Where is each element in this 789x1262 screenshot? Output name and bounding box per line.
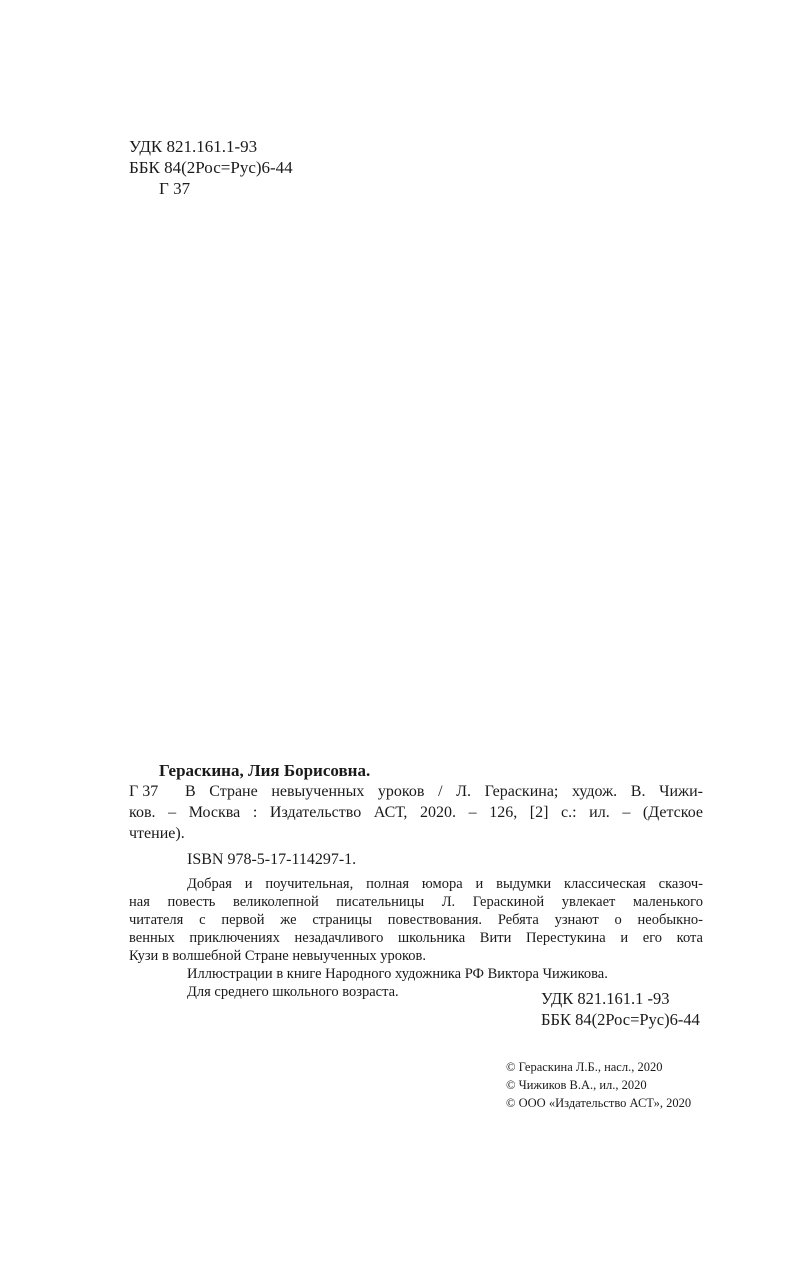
copyright-line: © Чижиков В.А., ил., 2020 — [506, 1078, 647, 1092]
age-note: Для среднего школьного возраста. — [187, 984, 399, 1000]
illustrations-note: Иллюстрации в книге Народного художника РФ Виктора Чижикова. — [187, 966, 608, 982]
annotation-line: венных приключениях незадачливого школьника Вити Перестукина и его кота — [129, 930, 703, 946]
copyright-block — [506, 1058, 691, 1112]
bbk-code: ББК 84(2Рос=Рус)6-44 — [129, 158, 293, 177]
annotation-line: Добрая и поучительная, полная юмора и выдумки классическая сказоч- — [187, 876, 703, 892]
isbn: ISBN 978-5-17-114297-1. — [187, 851, 357, 868]
annotation — [129, 875, 703, 1001]
copyright-line: © ООО «Издательство АСТ», 2020 — [506, 1096, 692, 1110]
annotation-line: Кузи в волшебной Стране невыученных уроков. — [129, 948, 427, 964]
udk-code: УДК 821.161.1-93 — [129, 137, 258, 156]
entry-second-line: ков. – Москва : Издательство АСТ, 2020. – 126, [2] с.: ил. – (Детское — [129, 804, 703, 821]
copyright-line: © Гераскина Л.Б., насл., 2020 — [506, 1060, 663, 1074]
entry-third-line: чтение). — [129, 825, 185, 842]
entry-author-mark: Г 37 — [129, 783, 159, 800]
bibliographic-block — [129, 760, 703, 1001]
author-mark: Г 37 — [159, 179, 191, 198]
author-name: Гераскина, Лия Борисовна. — [159, 761, 371, 780]
annotation-line: ная повесть великолепной писательницы Л. Гераскиной увлекает маленького — [129, 894, 703, 910]
top-classification-block — [129, 136, 293, 199]
entry-title-text: В Стране невыученных уроков / Л. Гераскина; худож. В. Чижи- — [185, 783, 703, 800]
bottom-classification-block — [541, 988, 700, 1030]
annotation-line: читателя с первой же страницы повествования. Ребята узнают о необыкно- — [129, 912, 703, 928]
entry-first-line — [129, 781, 703, 802]
udk-code-bottom: УДК 821.161.1 -93 — [541, 989, 670, 1008]
bbk-code-bottom: ББК 84(2Рос=Рус)6-44 — [541, 1010, 700, 1029]
